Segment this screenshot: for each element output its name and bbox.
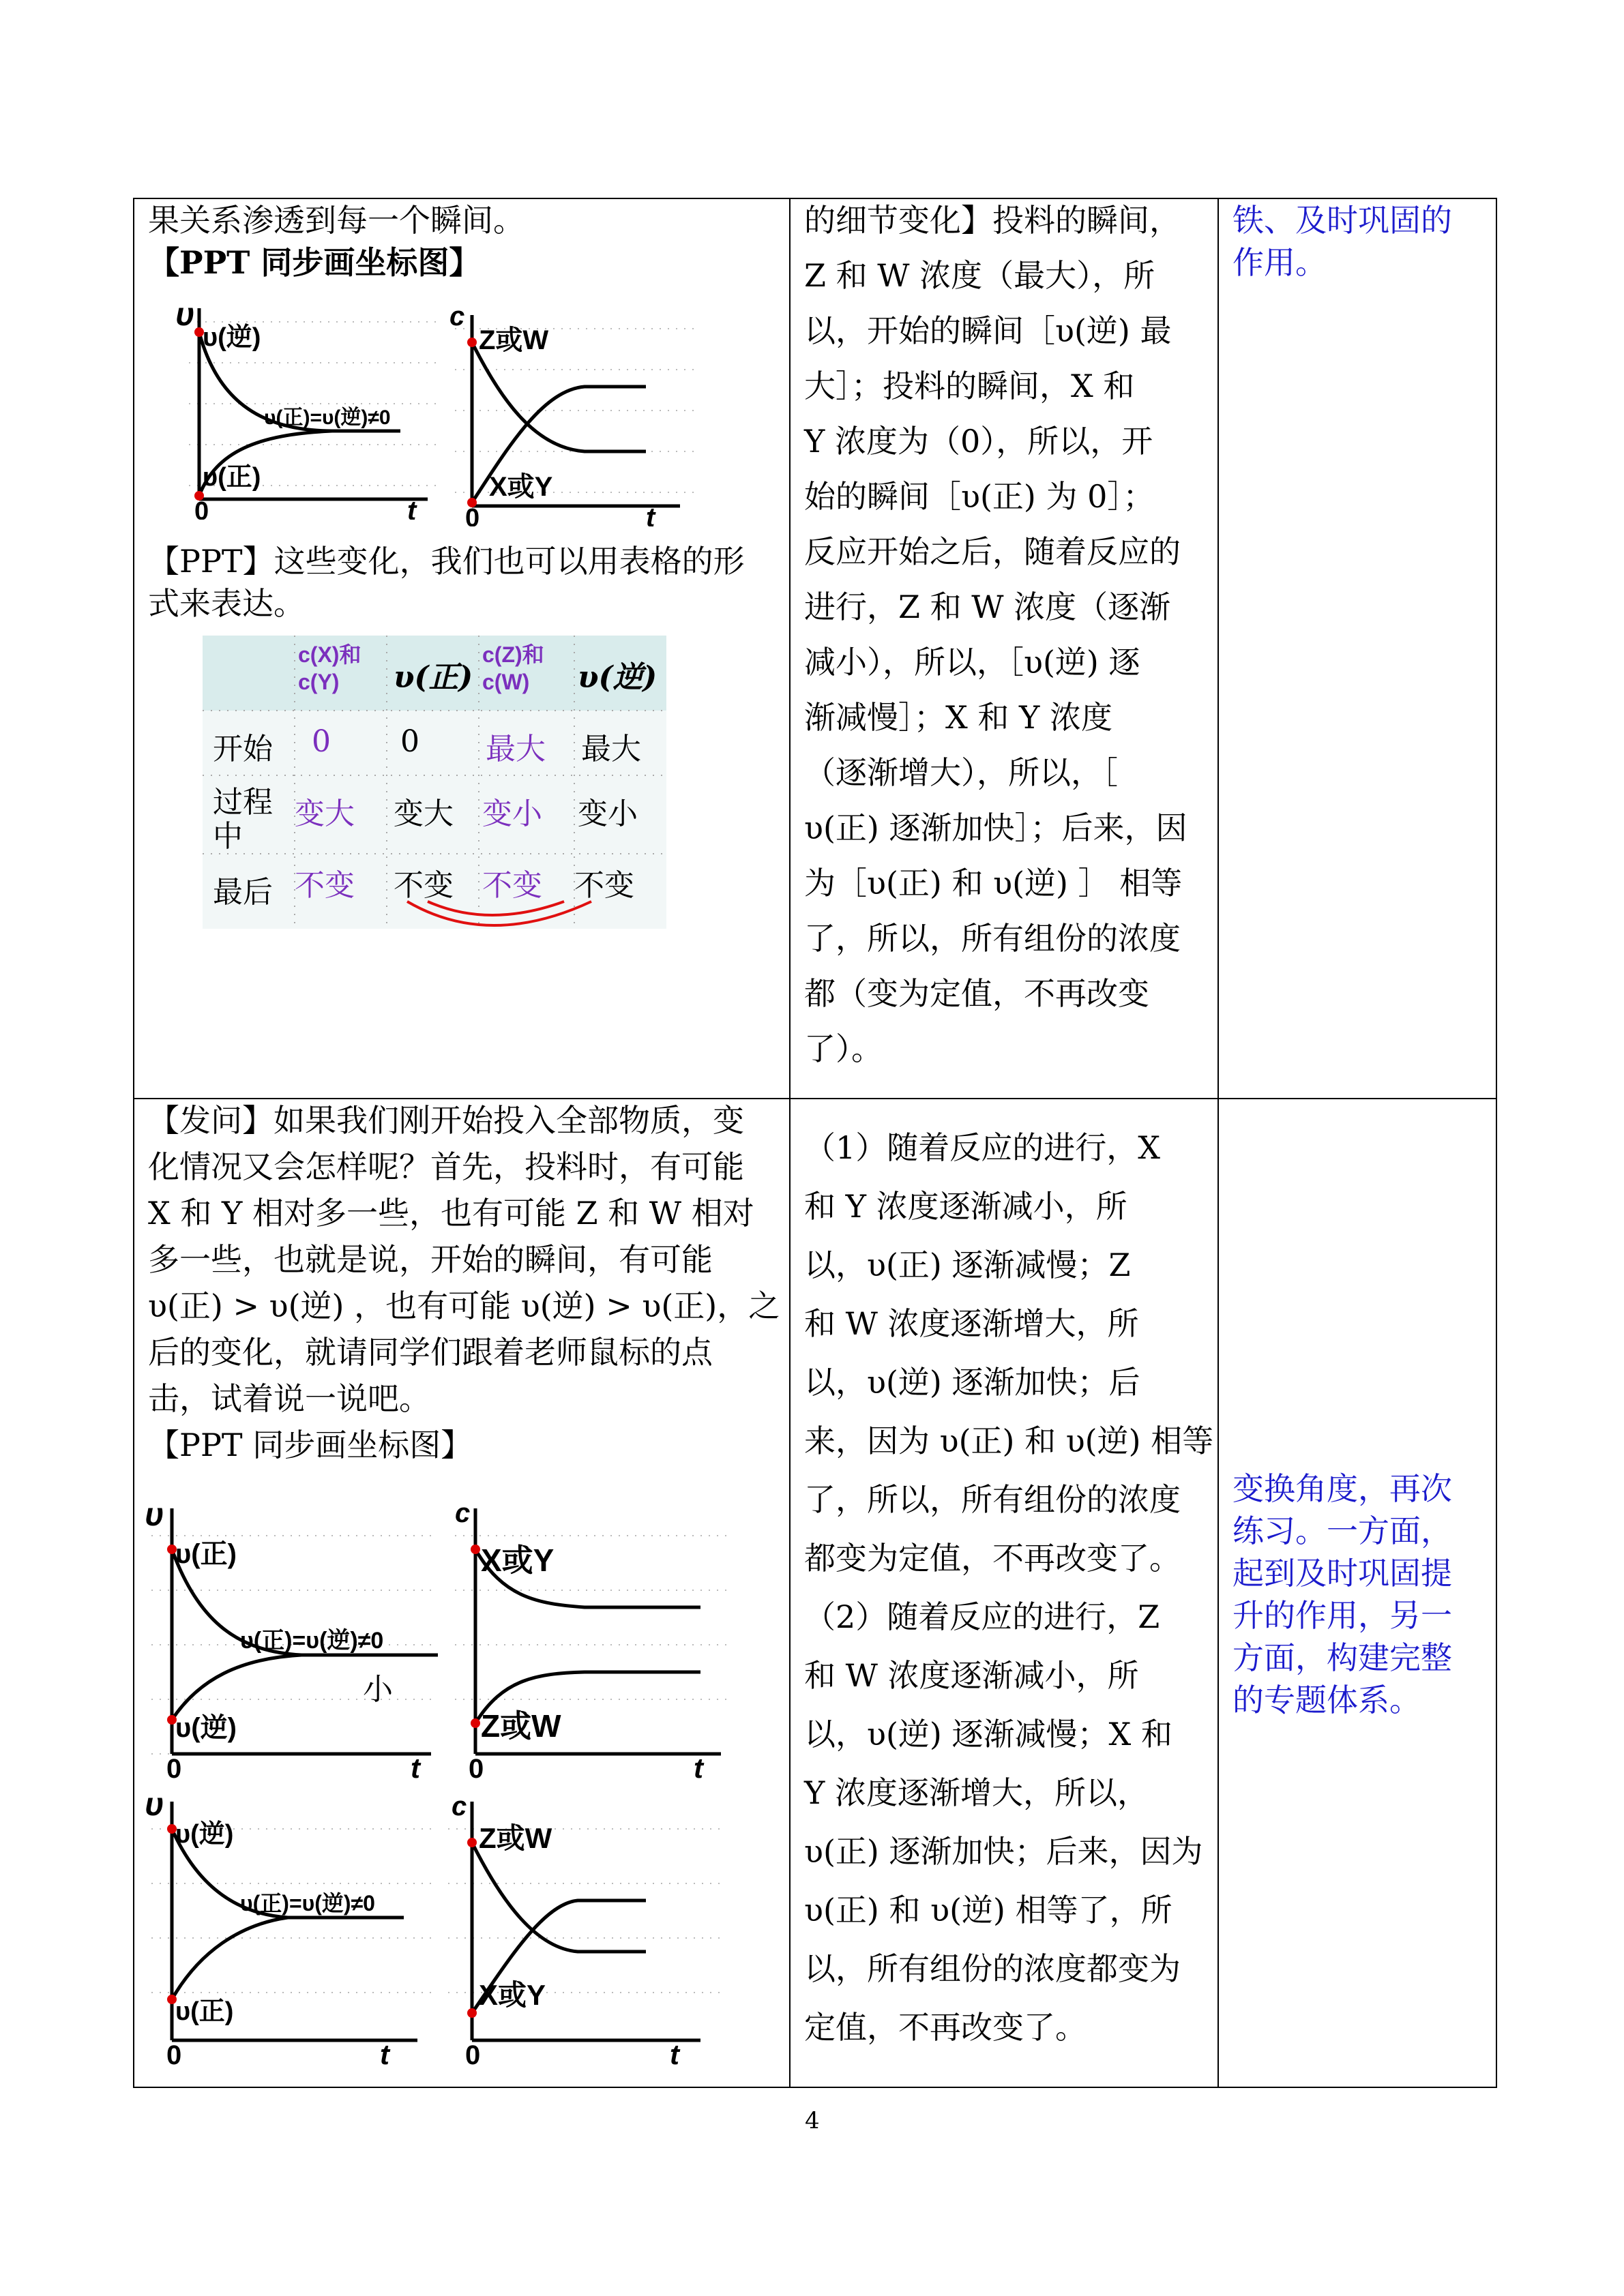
text-line: 以，υ(逆) 逐渐加快；后 — [804, 1364, 1140, 1401]
text-line: 减小），所以，［υ(逆) 逐 — [804, 644, 1140, 681]
text-line: 后的变化，就请同学们跟着老师鼠标的点 — [148, 1334, 713, 1371]
text-line: 起到及时巩固提 — [1232, 1555, 1452, 1592]
curve-label: X或Y — [479, 1979, 546, 2011]
origin-label: 0 — [194, 497, 209, 520]
concentration-graph — [441, 301, 700, 526]
text-line: 升的作用，另一 — [1232, 1597, 1452, 1634]
origin-label: 0 — [465, 504, 480, 526]
table-cell: 不变 — [394, 868, 454, 903]
text-line: 渐减慢］；X 和 Y 浓度 — [804, 699, 1112, 736]
text-line: 和 W 浓度逐渐减小，所 — [804, 1657, 1139, 1694]
curve-label: υ(正) — [175, 1539, 237, 1569]
text-line: 和 W 浓度逐渐增大，所 — [804, 1305, 1139, 1342]
text-line: 的专题体系。 — [1232, 1682, 1421, 1718]
text-line: 变换角度，再次 — [1232, 1470, 1452, 1507]
origin-label: 0 — [166, 2040, 182, 2068]
curve-label: Z或W — [481, 1708, 561, 1744]
text-line: 和 Y 浓度逐渐减小，所 — [804, 1188, 1127, 1225]
table-cell: 变大 — [295, 796, 355, 831]
curve-label: υ(逆) — [175, 1713, 237, 1743]
text-line: Y 浓度为（0），所以，开 — [804, 423, 1153, 460]
text-line: Y 浓度逐渐增大，所以， — [804, 1774, 1149, 1811]
table-row — [134, 198, 1496, 1099]
concentration-graph-b — [448, 1495, 735, 1781]
table-cell: 不变 — [574, 868, 634, 903]
text-line: 反应开始之后，随着反应的 — [804, 533, 1181, 570]
table-cell: 变小 — [482, 796, 542, 831]
text-line: 以，所有组份的浓度都变为 — [804, 1950, 1181, 1987]
curve-label: X或Y — [489, 472, 553, 502]
text-line: υ(正) 和 υ(逆) 相等了，所 — [804, 1892, 1172, 1928]
curve-label: υ(正) — [175, 1997, 234, 2026]
table-cell: 最大 — [581, 732, 641, 766]
text-line: 大］；投料的瞬间，X 和 — [804, 368, 1135, 404]
text-line: 的细节变化】投料的瞬间， — [804, 202, 1181, 239]
curve-label: υ(逆) — [203, 323, 261, 352]
table-header: υ(逆) — [578, 660, 658, 695]
table-cell: 不变 — [295, 868, 355, 903]
page-number: 4 — [805, 2107, 820, 2134]
text-line: 都变为定值，不再改变了。 — [804, 1540, 1181, 1577]
text-line: 【PPT 同步画坐标图】 — [148, 244, 481, 281]
t-axis-label: t — [380, 2038, 389, 2068]
text-line: 为［υ(正) 和 υ(逆) ］ 相等 — [804, 865, 1183, 901]
text-line: （1）随着反应的进行，X — [804, 1129, 1161, 1166]
text-line: υ(正) 逐渐加快］；后来，因 — [804, 809, 1187, 846]
t-axis-label: t — [694, 1752, 703, 1781]
concentration-graph-d — [441, 1788, 728, 2068]
origin-label: 0 — [469, 1754, 484, 1781]
text-line: 作用。 — [1232, 244, 1327, 281]
change-summary-table — [203, 636, 666, 929]
table-header: c(Z)和c(W) — [482, 642, 544, 694]
text-line: 以，开始的瞬间［υ(逆) 最 — [804, 312, 1172, 349]
text-line: （2）随着反应的进行，Z — [804, 1598, 1160, 1635]
text-line: Z 和 W 浓度（最大），所 — [804, 257, 1155, 294]
table-row-label: 最后 — [213, 875, 273, 910]
text-line: 【发问】如果我们刚开始投入全部物质，变 — [148, 1102, 744, 1139]
table-cell: 0 — [312, 724, 331, 759]
origin-label: 0 — [465, 2040, 481, 2068]
text-line: 方面，构建完整 — [1232, 1639, 1452, 1676]
text-line: 【PPT】这些变化，我们也可以用表格的形 — [148, 543, 745, 580]
svg-text:υ: υ — [145, 1497, 164, 1533]
table-cell: 0 — [400, 724, 419, 759]
text-line: υ(正) > υ(逆) ，也有可能 υ(逆) > υ(正)，之 — [148, 1287, 780, 1324]
rate-graph — [175, 295, 448, 520]
curve-label: υ(正) — [203, 463, 261, 492]
text-line: 都（变为定值，不再改变 — [804, 975, 1149, 1012]
svg-text:υ: υ — [145, 1788, 164, 1823]
text-line: 化情况又会怎样呢？首先，投料时，有可能 — [148, 1148, 744, 1185]
rate-graph-a — [145, 1495, 445, 1781]
row1-col3 — [1218, 198, 1496, 1099]
curve-label: υ(逆) — [175, 1820, 234, 1849]
text-line: 式来表达。 — [148, 585, 305, 622]
t-axis-label: t — [411, 1752, 420, 1781]
table-row — [134, 1099, 1496, 2087]
rate-graph-c — [145, 1788, 445, 2068]
text-line: 【PPT 同步画坐标图】 — [148, 1427, 473, 1463]
text-line: 以，υ(逆) 逐渐减慢；X 和 — [804, 1716, 1172, 1753]
curve-label: Z或W — [479, 1822, 552, 1854]
text-line: 定值，不再改变了。 — [804, 2009, 1087, 2046]
text-line: υ(正) 逐渐加快；后来，因为 — [804, 1833, 1203, 1870]
v-axis-label: υ — [175, 297, 195, 333]
text-line: 以，υ(正) 逐渐减慢；Z — [804, 1247, 1131, 1283]
table-row-label: 过程中 — [213, 785, 273, 854]
row1-col1 — [134, 198, 790, 1099]
text-line: 始的瞬间［υ(正) 为 0］； — [804, 478, 1155, 515]
text-line: 练习。一方面， — [1232, 1512, 1452, 1549]
table-cell: 最大 — [486, 732, 546, 766]
text-line: 了，所以，所有组份的浓度 — [804, 920, 1181, 957]
curve-label: Z或W — [479, 325, 549, 355]
lesson-table — [133, 198, 1497, 2088]
note-label: 小 — [363, 1673, 393, 1706]
text-line: X 和 Y 相对多一些，也有可能 Z 和 W 相对 — [148, 1195, 754, 1232]
text-line: 多一些，也就是说，开始的瞬间，有可能 — [148, 1241, 713, 1278]
origin-label: 0 — [166, 1754, 182, 1781]
text-line: 击，试着说一说吧。 — [148, 1380, 430, 1417]
svg-text:c: c — [452, 1791, 467, 1821]
table-header: c(X)和c(Y) — [298, 642, 361, 694]
text-line: 来，因为 υ(正) 和 υ(逆) 相等 — [804, 1422, 1214, 1459]
table-cell: 不变 — [482, 868, 542, 903]
text-line: 铁、及时巩固的 — [1232, 202, 1452, 239]
table-row-label: 开始 — [213, 732, 273, 766]
text-line: （逐渐增大），所以，［ — [804, 754, 1118, 791]
equilibrium-label: υ(正)=υ(逆)≠0 — [240, 1891, 375, 1915]
table-cell: 变小 — [578, 796, 638, 831]
row2-col1 — [134, 1099, 790, 2087]
text-line: 果关系渗透到每一个瞬间。 — [148, 202, 525, 239]
equilibrium-label: υ(正)=υ(逆)≠0 — [264, 406, 391, 429]
text-line: 进行，Z 和 W 浓度（逐渐 — [804, 588, 1171, 625]
row1-col2 — [790, 198, 1218, 1099]
t-axis-label: t — [646, 503, 655, 526]
row2-col2 — [790, 1099, 1218, 2087]
svg-text:c: c — [455, 1498, 471, 1528]
equilibrium-label: υ(正)=υ(逆)≠0 — [240, 1628, 384, 1654]
curve-label: X或Y — [481, 1542, 555, 1578]
text-line: 了，所以，所有组份的浓度 — [804, 1481, 1181, 1518]
t-axis-label: t — [670, 2038, 679, 2068]
t-axis-label: t — [407, 496, 417, 520]
text-line: 了）。 — [804, 1030, 883, 1067]
table-header: υ(正) — [394, 660, 473, 695]
row2-col3 — [1218, 1099, 1496, 2087]
c-axis-label: c — [449, 301, 465, 331]
table-cell: 变大 — [394, 796, 454, 831]
